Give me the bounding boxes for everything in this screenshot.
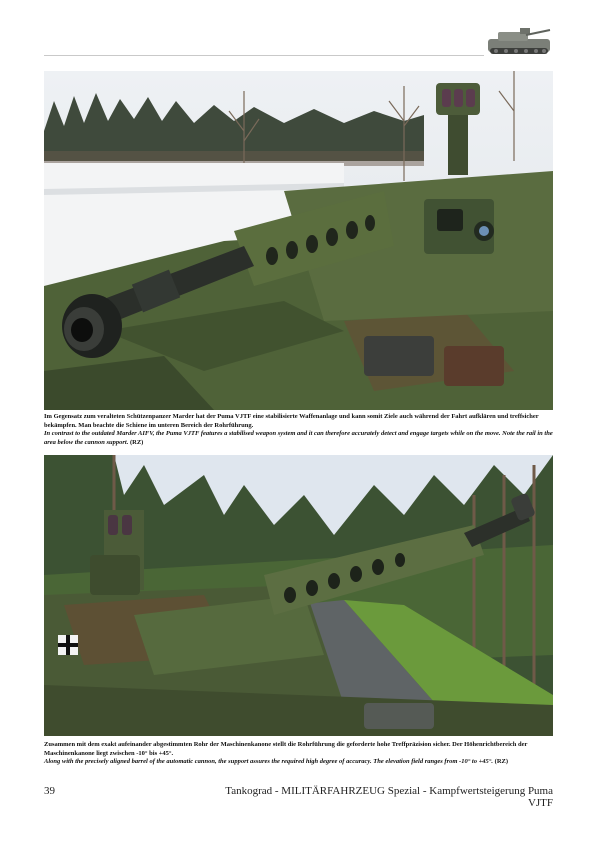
- caption-english: [44, 758, 553, 767]
- photo-cannon-forest: [44, 455, 553, 736]
- caption-photo-2: [44, 741, 553, 767]
- caption-german: Zusammen mit dem exakt aufeinander abgestimmten Rohr der Maschinenkanone stellt die Rohrführung die geforderte hohe Treffpräzision sicher. Der Höhenrichtbereich der Maschinenkanone liegt zwischen -10° bis +45°.: [44, 741, 528, 757]
- caption-english: [44, 430, 553, 447]
- caption-english-text: Along with the precisely aligned barrel of the automatic cannon, the support assures the required high degree of accuracy. The elevation field ranges from -10° to +45°.: [44, 758, 494, 766]
- tank-silhouette-icon: [484, 18, 554, 60]
- photo-credit: (RZ): [129, 438, 144, 446]
- footer-title: Tankograd - MILITÄRFAHRZEUG Spezial - Kampfwertsteigerung Puma VJTF: [225, 785, 553, 809]
- photo-turret-winter: [44, 71, 553, 410]
- caption-german: Im Gegensatz zum veralteten Schützenpanzer Marder hat der Puma VJTF eine stabilisierte Waffenanlage und kann somit Ziele auch während der Fahrt aufklären und treffsicher bekämpfen. Man beachte die Schiene im unteren Bereich der Rohrführung.: [44, 413, 539, 429]
- caption-photo-1: [44, 413, 553, 447]
- caption-english-text: In contrast to the outdated Marder AIFV, the Puma VJTF features a stabilised weapon system and it can therefore accurately detect and engage targets while on the move. Note the rail in the area below the cannon support.: [44, 430, 553, 446]
- page-number: 39: [44, 785, 55, 797]
- top-rule: [44, 55, 484, 56]
- photo-credit: (RZ): [494, 758, 509, 766]
